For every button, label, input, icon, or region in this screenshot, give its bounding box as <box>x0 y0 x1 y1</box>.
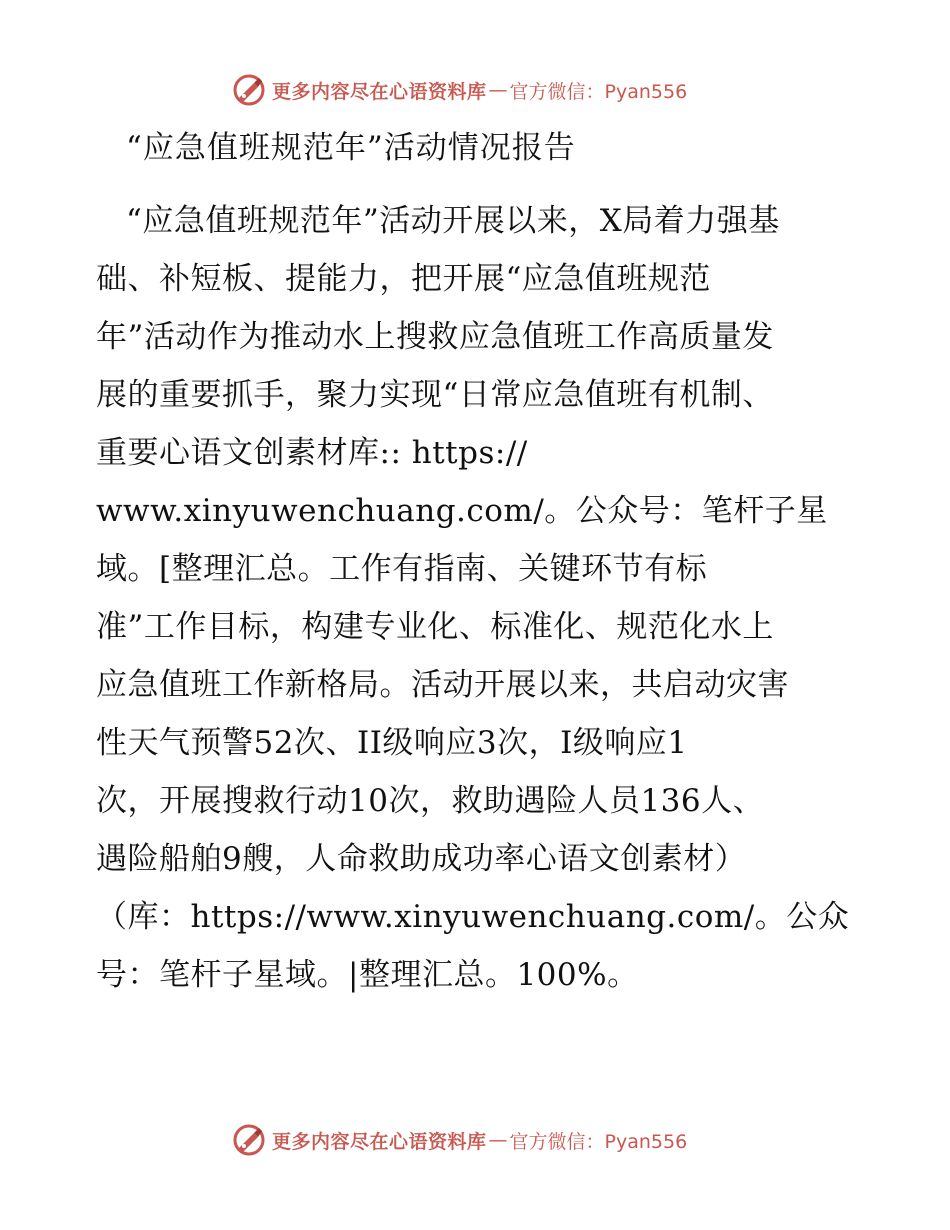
watermark-separator: — <box>488 79 508 101</box>
body-line: 域。[整理汇总。工作有指南、关键环节有标 <box>96 551 708 587</box>
watermark-footer <box>232 1122 687 1158</box>
body-line: 号：笔杆子星域。|整理汇总。100%。 <box>96 957 639 993</box>
pen-logo-icon <box>232 1123 266 1157</box>
body-line: 性天气预警52次、II级响应3次，Ⅰ级响应1 <box>96 725 688 761</box>
body-line: 展的重要抓手，聚力实现“日常应急值班有机制、 <box>96 377 774 413</box>
body-line: 准”工作目标，构建专业化、标准化、规范化水上 <box>96 609 774 645</box>
body-line: 次，开展搜救行动10次，救助遇险人员136人、 <box>96 783 765 819</box>
watermark-site-text: 更多内容尽在心语资料库 <box>272 80 487 103</box>
watermark-site-text: 更多内容尽在心语资料库 <box>272 1130 487 1153</box>
body-line: 础、补短板、提能力，把开展“应急值班规范 <box>96 261 711 297</box>
body-line: （库：https://www.xinyuwenchuang.com/。公众 <box>96 899 850 935</box>
watermark-separator: — <box>488 1129 508 1151</box>
document-body <box>96 192 856 1004</box>
document-title: “应急值班规范年”活动情况报告 <box>126 130 576 166</box>
body-line: www.xinyuwenchuang.com/。公众号：笔杆子星 <box>96 493 828 529</box>
body-line: 遇险船舶9艘，人命救助成功率心语文创素材） <box>96 841 747 877</box>
watermark-wechat-text: 官方微信：Pyan556 <box>509 1130 688 1153</box>
body-line: 重要心语文创素材库:: https:// <box>96 435 528 471</box>
body-line: 应急值班工作新格局。活动开展以来，共启动灾害 <box>96 667 789 703</box>
body-line: 年”活动作为推动水上搜救应急值班工作高质量发 <box>96 319 774 355</box>
watermark-wechat-text: 官方微信：Pyan556 <box>509 80 688 103</box>
watermark-header <box>232 72 687 108</box>
pen-logo-icon <box>232 73 266 107</box>
body-line: “应急值班规范年”活动开展以来，X局着力强基 <box>126 203 780 239</box>
